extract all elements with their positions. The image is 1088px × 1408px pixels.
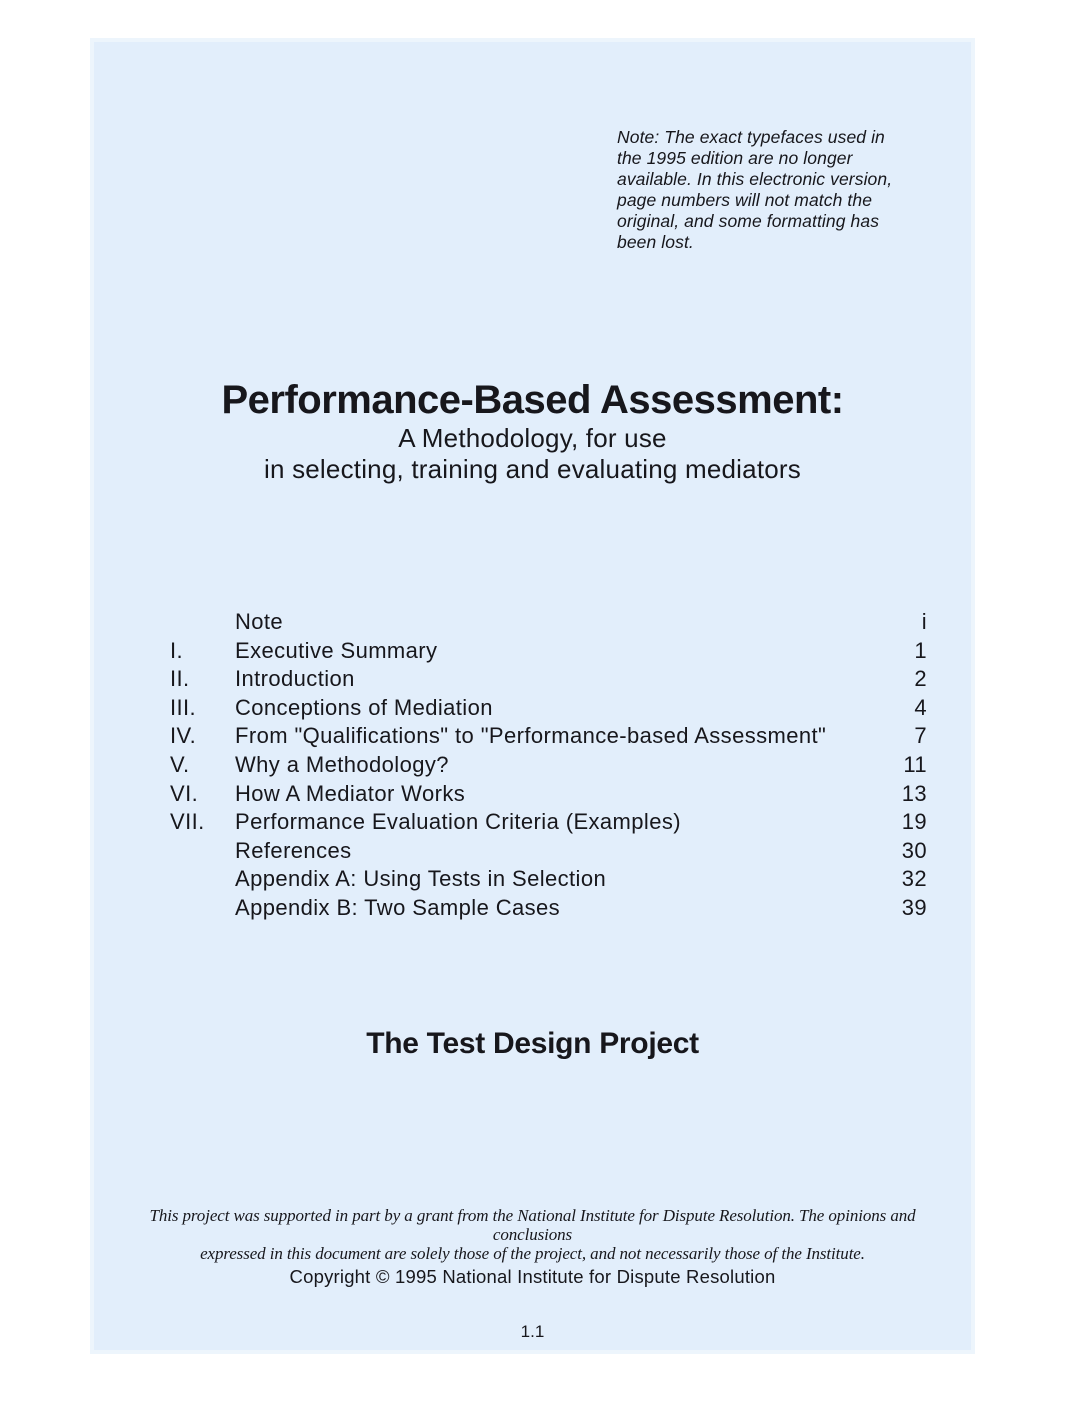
toc-numeral: II. — [170, 666, 190, 692]
edition-note-line: been lost. — [617, 232, 694, 252]
toc-entry-title: Note — [235, 609, 284, 634]
toc-page-number: 30 — [901, 837, 927, 863]
toc-entry-title: Why a Methodology? — [235, 751, 449, 777]
toc-numeral: VII. — [170, 809, 205, 835]
toc-numeral — [170, 865, 235, 894]
toc-numeral — [170, 837, 235, 866]
toc-numeral: III. — [170, 694, 197, 720]
edition-note-line: Note: The exact typefaces used in — [617, 127, 885, 147]
toc-row — [170, 837, 927, 866]
organization-title: The Test Design Project — [366, 1027, 699, 1060]
grant-acknowledgement-line: This project was supported in part by a grant from the National Institute for Dispute Resolution. The opinions and conclusions — [149, 1206, 916, 1244]
toc-numeral: IV. — [170, 723, 197, 749]
table-of-contents — [170, 608, 927, 923]
toc-row — [170, 865, 927, 894]
toc-page-number: 2 — [914, 666, 927, 692]
toc-row — [170, 894, 927, 923]
grant-acknowledgement — [110, 1206, 955, 1263]
toc-numeral — [170, 894, 235, 923]
toc-page-number: 1 — [914, 637, 927, 663]
toc-numeral: V. — [170, 751, 190, 777]
toc-entry-title: Performance Evaluation Criteria (Examples) — [235, 809, 681, 835]
document-subtitle-line1: A Methodology, for use — [398, 423, 667, 453]
toc-page-number: 11 — [903, 751, 927, 777]
toc-numeral — [170, 608, 235, 637]
toc-page-number: 32 — [901, 866, 927, 892]
page-number: 1.1 — [520, 1322, 545, 1341]
toc-numeral: VI. — [170, 780, 199, 806]
toc-entry-title: Appendix A: Using Tests in Selection — [235, 866, 607, 892]
toc-entry-title: Conceptions of Mediation — [235, 694, 493, 720]
edition-note-line: page numbers will not match the — [617, 190, 873, 210]
toc-entry-title: Executive Summary — [235, 637, 438, 663]
toc-row — [170, 722, 927, 751]
title-block — [90, 377, 975, 485]
toc-page-number: 4 — [914, 694, 927, 720]
toc-row — [170, 665, 927, 694]
document-subtitle-line2: in selecting, training and evaluating mediators — [264, 454, 801, 484]
toc-page-number: 13 — [901, 780, 927, 806]
toc-row — [170, 751, 927, 780]
toc-row — [170, 608, 927, 637]
edition-note-line: available. In this electronic version, — [617, 169, 893, 189]
toc-row — [170, 780, 927, 809]
edition-note — [617, 127, 927, 253]
toc-entry-title: How A Mediator Works — [235, 780, 466, 806]
toc-row — [170, 694, 927, 723]
toc-row — [170, 637, 927, 666]
document-title: Performance-Based Assessment: — [221, 378, 844, 422]
toc-page-number: 7 — [914, 723, 927, 749]
toc-row — [170, 808, 927, 837]
toc-page-number: i — [921, 609, 927, 634]
toc-entry-title: Introduction — [235, 666, 355, 692]
grant-acknowledgement-line: expressed in this document are solely those of the project, and not necessarily those of the Institute. — [200, 1244, 865, 1263]
toc-numeral: I. — [170, 637, 184, 663]
edition-note-line: the 1995 edition are no longer — [617, 148, 853, 168]
toc-entry-title: Appendix B: Two Sample Cases — [235, 894, 561, 920]
toc-entry-title: References — [235, 837, 352, 863]
toc-page-number: 19 — [901, 809, 927, 835]
copyright-line: Copyright © 1995 National Institute for Dispute Resolution — [289, 1266, 776, 1287]
edition-note-line: original, and some formatting has — [617, 211, 880, 231]
toc-page-number: 39 — [901, 894, 927, 920]
toc-entry-title: From "Qualifications" to "Performance-based Assessment" — [235, 723, 827, 749]
document-page — [90, 38, 975, 1354]
